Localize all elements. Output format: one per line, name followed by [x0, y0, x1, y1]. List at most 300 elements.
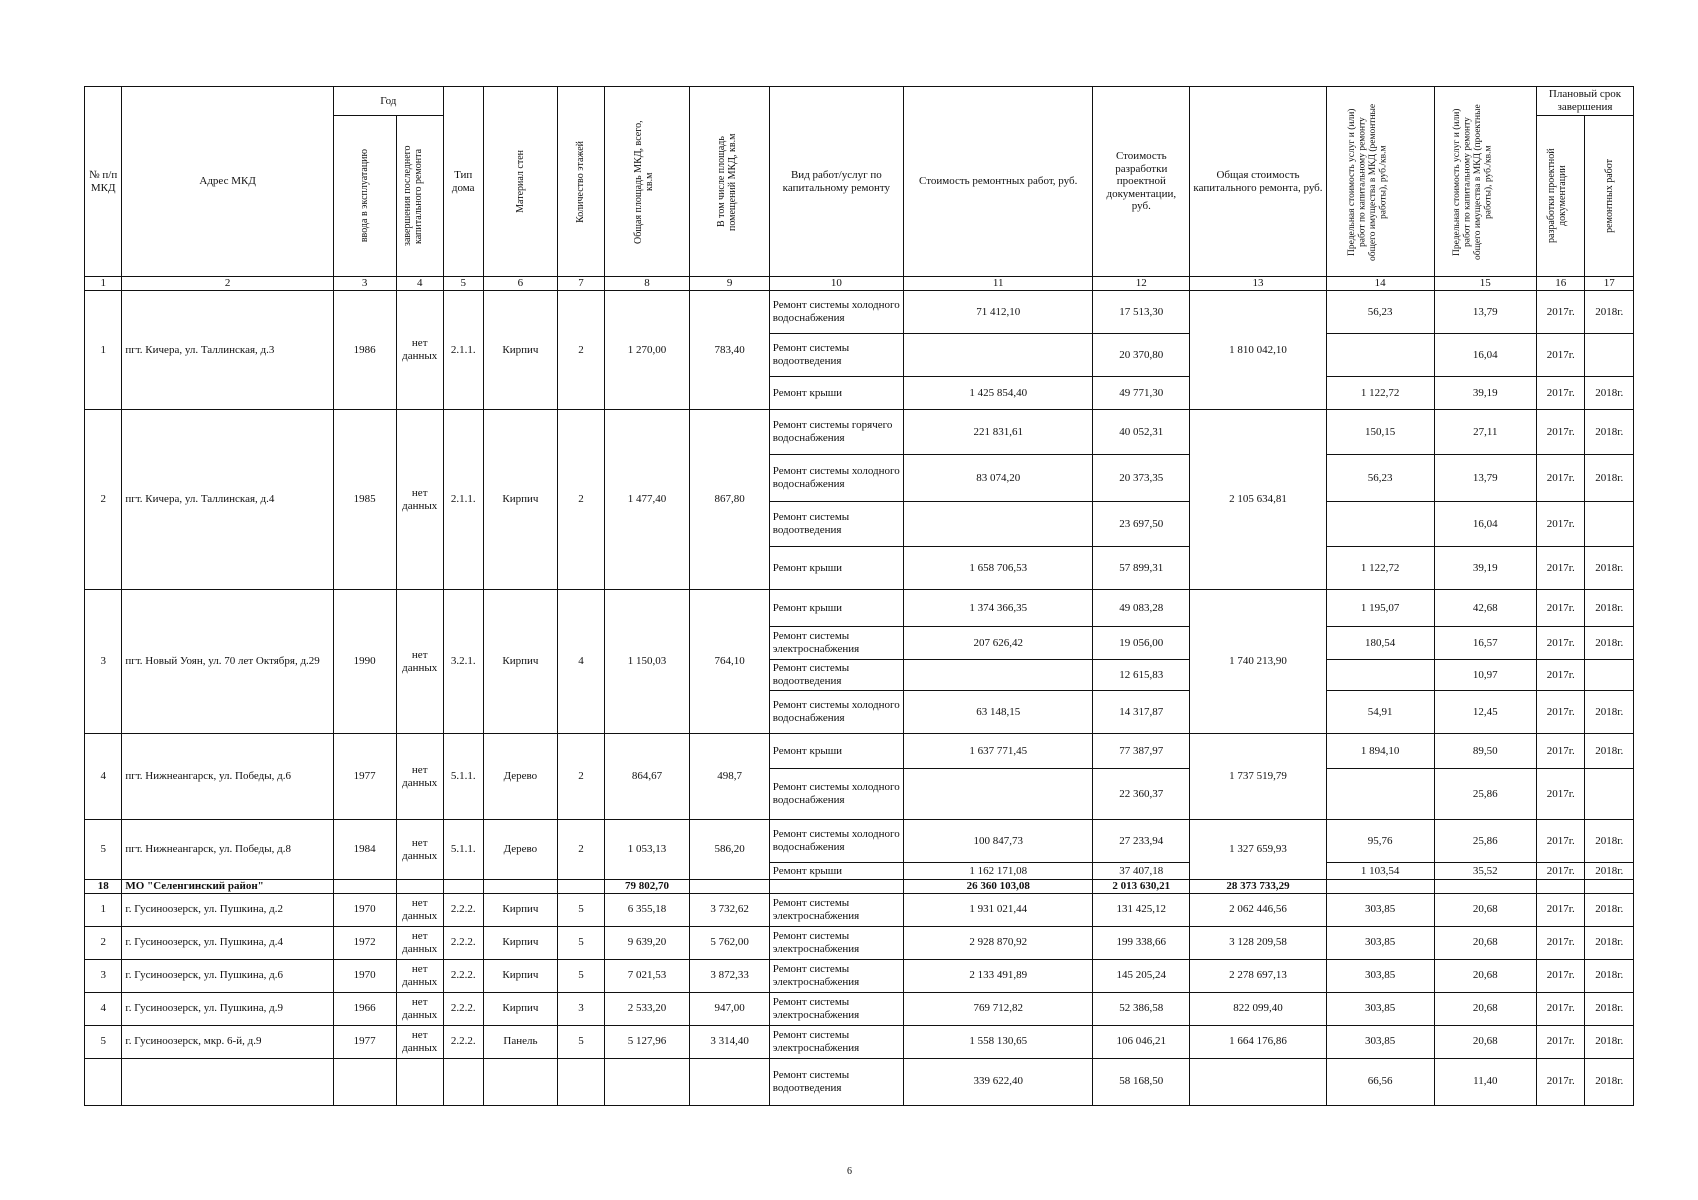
house-address: г. Гусиноозерск, ул. Пушкина, д.4 [122, 926, 333, 959]
empty-cell [558, 880, 604, 894]
total-cost: 1 737 519,79 [1190, 734, 1327, 820]
deadline-repair: 2018г. [1585, 863, 1634, 880]
deadline-repair: 2018г. [1585, 926, 1634, 959]
design-cost: 49 771,30 [1093, 377, 1190, 410]
deadline-repair: 2018г. [1585, 547, 1634, 590]
repair-cost: 1 162 171,08 [904, 863, 1093, 880]
deadline-repair: 2018г. [1585, 992, 1634, 1025]
limit-repair [1326, 769, 1434, 820]
work-type: Ремонт системы холодного водоснабжения [769, 455, 903, 502]
empty-cell [396, 880, 443, 894]
empty-cell [1326, 880, 1434, 894]
floors-count: 5 [558, 959, 604, 992]
total-area: 1 053,13 [604, 820, 690, 880]
limit-design: 11,40 [1434, 1058, 1536, 1105]
empty-cell [85, 1058, 122, 1105]
section-row [85, 880, 1634, 894]
design-cost: 20 370,80 [1093, 334, 1190, 377]
limit-design: 20,68 [1434, 893, 1536, 926]
deadline-design: 2017г. [1536, 820, 1584, 863]
column-number: 2 [122, 277, 333, 291]
year-last-repair: нет данных [396, 410, 443, 590]
repair-cost: 2 928 870,92 [904, 926, 1093, 959]
deadline-repair: 2018г. [1585, 590, 1634, 627]
limit-repair: 1 122,72 [1326, 547, 1434, 590]
work-type: Ремонт системы электроснабжения [769, 992, 903, 1025]
deadline-design: 2017г. [1536, 627, 1584, 660]
limit-repair: 303,85 [1326, 992, 1434, 1025]
limit-design: 39,19 [1434, 547, 1536, 590]
repair-cost: 339 622,40 [904, 1058, 1093, 1105]
column-number: 17 [1585, 277, 1634, 291]
deadline-repair: 2018г. [1585, 455, 1634, 502]
floors-count: 2 [558, 291, 604, 410]
year-last-repair: нет данных [396, 959, 443, 992]
deadline-design: 2017г. [1536, 547, 1584, 590]
deadline-design: 2017г. [1536, 863, 1584, 880]
work-type: Ремонт системы электроснабжения [769, 893, 903, 926]
table-row [85, 893, 1634, 926]
house-address: пгт. Кичера, ул. Таллинская, д.3 [122, 291, 333, 410]
deadline-repair [1585, 769, 1634, 820]
year-built: 1966 [333, 992, 396, 1025]
work-type: Ремонт крыши [769, 590, 903, 627]
section-name: МО "Селенгинский район" [122, 880, 333, 894]
repair-cost: 207 626,42 [904, 627, 1093, 660]
premises-area: 3 872,33 [690, 959, 769, 992]
deadline-repair: 2018г. [1585, 291, 1634, 334]
hdr-design-cost: Стоимость разработки проектной документации, руб. [1093, 87, 1190, 277]
work-type: Ремонт системы холодного водоснабжения [769, 769, 903, 820]
total-area: 1 270,00 [604, 291, 690, 410]
deadline-design: 2017г. [1536, 691, 1584, 734]
limit-design: 27,11 [1434, 410, 1536, 455]
premises-area: 3 732,62 [690, 893, 769, 926]
year-built: 1990 [333, 590, 396, 734]
deadline-design: 2017г. [1536, 1058, 1584, 1105]
house-type: 2.2.2. [443, 926, 483, 959]
section-total-cost: 28 373 733,29 [1190, 880, 1327, 894]
limit-design: 20,68 [1434, 1025, 1536, 1058]
wall-material: Кирпич [483, 992, 558, 1025]
limit-design: 16,04 [1434, 502, 1536, 547]
deadline-repair: 2018г. [1585, 627, 1634, 660]
deadline-design: 2017г. [1536, 992, 1584, 1025]
hdr-house-type: Тип дома [443, 87, 483, 277]
page-number: 6 [847, 1166, 852, 1177]
total-cost: 3 128 209,58 [1190, 926, 1327, 959]
year-built: 1972 [333, 926, 396, 959]
total-cost: 2 105 634,81 [1190, 410, 1327, 590]
deadline-design: 2017г. [1536, 590, 1584, 627]
year-built: 1984 [333, 820, 396, 880]
section-total-area: 79 802,70 [604, 880, 690, 894]
limit-repair: 303,85 [1326, 1025, 1434, 1058]
total-area: 7 021,53 [604, 959, 690, 992]
total-area: 9 639,20 [604, 926, 690, 959]
table-row [85, 992, 1634, 1025]
column-number: 3 [333, 277, 396, 291]
column-number: 1 [85, 277, 122, 291]
limit-repair: 1 122,72 [1326, 377, 1434, 410]
column-number: 13 [1190, 277, 1327, 291]
house-number: 1 [85, 893, 122, 926]
limit-design: 35,52 [1434, 863, 1536, 880]
hdr-year: Год [333, 87, 443, 116]
limit-design: 20,68 [1434, 992, 1536, 1025]
wall-material: Панель [483, 1025, 558, 1058]
design-cost: 37 407,18 [1093, 863, 1190, 880]
house-address: пгт. Нижнеангарск, ул. Победы, д.8 [122, 820, 333, 880]
year-last-repair: нет данных [396, 820, 443, 880]
limit-repair [1326, 502, 1434, 547]
deadline-repair: 2018г. [1585, 820, 1634, 863]
design-cost: 57 899,31 [1093, 547, 1190, 590]
empty-cell [443, 880, 483, 894]
wall-material: Кирпич [483, 590, 558, 734]
limit-repair [1326, 660, 1434, 691]
repair-cost: 1 374 366,35 [904, 590, 1093, 627]
deadline-design: 2017г. [1536, 926, 1584, 959]
limit-design: 13,79 [1434, 455, 1536, 502]
design-cost: 27 233,94 [1093, 820, 1190, 863]
design-cost: 20 373,35 [1093, 455, 1190, 502]
year-last-repair: нет данных [396, 992, 443, 1025]
house-type: 2.1.1. [443, 291, 483, 410]
limit-repair: 1 103,54 [1326, 863, 1434, 880]
wall-material: Кирпич [483, 959, 558, 992]
deadline-design: 2017г. [1536, 893, 1584, 926]
repair-cost: 63 148,15 [904, 691, 1093, 734]
design-cost: 145 205,24 [1093, 959, 1190, 992]
work-type: Ремонт крыши [769, 734, 903, 769]
deadline-repair: 2018г. [1585, 691, 1634, 734]
hdr-limit-repair: Предельная стоимость услуг и (или) работ по капитальному ремонту общего имущества в МКД (ремонтные работы), руб./кв.м [1326, 87, 1434, 277]
house-number: 5 [85, 1025, 122, 1058]
premises-area: 586,20 [690, 820, 769, 880]
repair-cost: 769 712,82 [904, 992, 1093, 1025]
year-last-repair: нет данных [396, 926, 443, 959]
column-number: 8 [604, 277, 690, 291]
total-cost: 1 740 213,90 [1190, 590, 1327, 734]
column-number-row [85, 277, 1634, 291]
table-row [85, 734, 1634, 769]
hdr-wall-material: Материал стен [483, 87, 558, 277]
house-address: пгт. Кичера, ул. Таллинская, д.4 [122, 410, 333, 590]
work-type: Ремонт крыши [769, 863, 903, 880]
table-row [85, 926, 1634, 959]
design-cost: 58 168,50 [1093, 1058, 1190, 1105]
section-design-cost: 2 013 630,21 [1093, 880, 1190, 894]
house-number: 3 [85, 590, 122, 734]
repair-cost: 1 658 706,53 [904, 547, 1093, 590]
empty-cell [1536, 880, 1584, 894]
deadline-repair: 2018г. [1585, 1025, 1634, 1058]
wall-material: Дерево [483, 734, 558, 820]
repair-cost [904, 334, 1093, 377]
repair-cost: 71 412,10 [904, 291, 1093, 334]
limit-repair: 150,15 [1326, 410, 1434, 455]
repair-cost [904, 660, 1093, 691]
column-number: 9 [690, 277, 769, 291]
limit-design: 89,50 [1434, 734, 1536, 769]
house-address: пгт. Нижнеангарск, ул. Победы, д.6 [122, 734, 333, 820]
column-number: 11 [904, 277, 1093, 291]
total-cost: 1 664 176,86 [1190, 1025, 1327, 1058]
table-row [85, 1025, 1634, 1058]
work-type: Ремонт системы электроснабжения [769, 926, 903, 959]
empty-cell [558, 1058, 604, 1105]
limit-design: 25,86 [1434, 820, 1536, 863]
limit-repair: 66,56 [1326, 1058, 1434, 1105]
house-number: 2 [85, 926, 122, 959]
repair-cost: 100 847,73 [904, 820, 1093, 863]
limit-design: 20,68 [1434, 926, 1536, 959]
deadline-design: 2017г. [1536, 410, 1584, 455]
deadline-repair [1585, 502, 1634, 547]
empty-cell [122, 1058, 333, 1105]
floors-count: 2 [558, 820, 604, 880]
limit-repair: 54,91 [1326, 691, 1434, 734]
deadline-repair: 2018г. [1585, 734, 1634, 769]
premises-area: 5 762,00 [690, 926, 769, 959]
total-cost: 2 278 697,13 [1190, 959, 1327, 992]
deadline-repair: 2018г. [1585, 377, 1634, 410]
house-address: пгт. Новый Уоян, ул. 70 лет Октября, д.29 [122, 590, 333, 734]
hdr-limit-design: Предельная стоимость услуг и (или) работ по капитальному ремонту общего имущества в МКД (проектные работы), руб./кв.м [1434, 87, 1536, 277]
empty-cell [396, 1058, 443, 1105]
deadline-design: 2017г. [1536, 502, 1584, 547]
limit-design: 13,79 [1434, 291, 1536, 334]
house-address: г. Гусиноозерск, ул. Пушкина, д.9 [122, 992, 333, 1025]
design-cost: 19 056,00 [1093, 627, 1190, 660]
total-area: 2 533,20 [604, 992, 690, 1025]
section-number: 18 [85, 880, 122, 894]
design-cost: 199 338,66 [1093, 926, 1190, 959]
house-type: 2.2.2. [443, 1025, 483, 1058]
limit-repair: 1 195,07 [1326, 590, 1434, 627]
house-number: 4 [85, 992, 122, 1025]
empty-cell [443, 1058, 483, 1105]
deadline-repair: 2018г. [1585, 893, 1634, 926]
repair-cost: 1 637 771,45 [904, 734, 1093, 769]
year-built: 1970 [333, 893, 396, 926]
limit-repair: 56,23 [1326, 455, 1434, 502]
empty-cell [483, 1058, 558, 1105]
floors-count: 2 [558, 410, 604, 590]
design-cost: 40 052,31 [1093, 410, 1190, 455]
hdr-deadline-design: разработки проектной документации [1536, 116, 1584, 277]
limit-design: 39,19 [1434, 377, 1536, 410]
total-cost: 1 810 042,10 [1190, 291, 1327, 410]
floors-count: 5 [558, 893, 604, 926]
premises-area: 867,80 [690, 410, 769, 590]
wall-material: Дерево [483, 820, 558, 880]
repair-cost: 1 558 130,65 [904, 1025, 1093, 1058]
hdr-year-built: ввода в эксплуатацию [333, 116, 396, 277]
limit-repair: 56,23 [1326, 291, 1434, 334]
empty-cell [769, 880, 903, 894]
column-number: 10 [769, 277, 903, 291]
premises-area: 947,00 [690, 992, 769, 1025]
design-cost: 12 615,83 [1093, 660, 1190, 691]
repair-plan-sheet [84, 86, 1634, 1106]
work-type: Ремонт системы электроснабжения [769, 627, 903, 660]
total-area: 5 127,96 [604, 1025, 690, 1058]
house-address: г. Гусиноозерск, ул. Пушкина, д.6 [122, 959, 333, 992]
hdr-floors: Количество этажей [558, 87, 604, 277]
limit-repair [1326, 334, 1434, 377]
table-row [85, 1058, 1634, 1105]
design-cost: 49 083,28 [1093, 590, 1190, 627]
work-type: Ремонт системы водоотведения [769, 334, 903, 377]
deadline-design: 2017г. [1536, 769, 1584, 820]
hdr-address: Адрес МКД [122, 87, 333, 277]
house-type: 5.1.1. [443, 820, 483, 880]
limit-repair: 180,54 [1326, 627, 1434, 660]
year-built: 1985 [333, 410, 396, 590]
year-built: 1986 [333, 291, 396, 410]
work-type: Ремонт системы холодного водоснабжения [769, 691, 903, 734]
limit-design: 10,97 [1434, 660, 1536, 691]
deadline-design: 2017г. [1536, 291, 1584, 334]
empty-cell [483, 880, 558, 894]
limit-repair: 303,85 [1326, 893, 1434, 926]
section-repair-cost: 26 360 103,08 [904, 880, 1093, 894]
year-built: 1977 [333, 1025, 396, 1058]
hdr-deadline: Плановый срок завершения [1536, 87, 1633, 116]
deadline-design: 2017г. [1536, 660, 1584, 691]
total-area: 1 150,03 [604, 590, 690, 734]
table-row [85, 820, 1634, 863]
table-row [85, 410, 1634, 455]
table-row [85, 959, 1634, 992]
house-type: 2.2.2. [443, 992, 483, 1025]
deadline-repair: 2018г. [1585, 410, 1634, 455]
hdr-no: № п/п МКД [85, 87, 122, 277]
repair-cost [904, 502, 1093, 547]
wall-material: Кирпич [483, 926, 558, 959]
hdr-year-last-repair: завершения последнего капитального ремонта [396, 116, 443, 277]
wall-material: Кирпич [483, 893, 558, 926]
house-number: 3 [85, 959, 122, 992]
year-last-repair: нет данных [396, 291, 443, 410]
column-number: 4 [396, 277, 443, 291]
deadline-repair: 2018г. [1585, 959, 1634, 992]
work-type: Ремонт системы водоотведения [769, 502, 903, 547]
house-type: 2.2.2. [443, 893, 483, 926]
year-built: 1970 [333, 959, 396, 992]
year-last-repair: нет данных [396, 893, 443, 926]
repair-cost: 2 133 491,89 [904, 959, 1093, 992]
hdr-repair-cost: Стоимость ремонтных работ, руб. [904, 87, 1093, 277]
floors-count: 3 [558, 992, 604, 1025]
column-number: 15 [1434, 277, 1536, 291]
design-cost: 22 360,37 [1093, 769, 1190, 820]
column-number: 16 [1536, 277, 1584, 291]
deadline-design: 2017г. [1536, 1025, 1584, 1058]
work-type: Ремонт системы электроснабжения [769, 959, 903, 992]
floors-count: 2 [558, 734, 604, 820]
column-number: 14 [1326, 277, 1434, 291]
empty-cell [690, 880, 769, 894]
limit-design: 16,04 [1434, 334, 1536, 377]
premises-area: 3 314,40 [690, 1025, 769, 1058]
limit-design: 42,68 [1434, 590, 1536, 627]
design-cost: 52 386,58 [1093, 992, 1190, 1025]
deadline-repair: 2018г. [1585, 1058, 1634, 1105]
work-type: Ремонт системы электроснабжения [769, 1025, 903, 1058]
column-number: 7 [558, 277, 604, 291]
empty-cell [1190, 1058, 1327, 1105]
deadline-design: 2017г. [1536, 455, 1584, 502]
empty-cell [690, 1058, 769, 1105]
limit-design: 16,57 [1434, 627, 1536, 660]
premises-area: 764,10 [690, 590, 769, 734]
house-number: 1 [85, 291, 122, 410]
deadline-design: 2017г. [1536, 334, 1584, 377]
year-last-repair: нет данных [396, 1025, 443, 1058]
limit-design: 20,68 [1434, 959, 1536, 992]
design-cost: 23 697,50 [1093, 502, 1190, 547]
wall-material: Кирпич [483, 291, 558, 410]
table-row [85, 291, 1634, 334]
hdr-total-cost: Общая стоимость капитального ремонта, руб. [1190, 87, 1327, 277]
year-built: 1977 [333, 734, 396, 820]
wall-material: Кирпич [483, 410, 558, 590]
repair-cost: 1 425 854,40 [904, 377, 1093, 410]
hdr-deadline-repair: ремонтных работ [1585, 116, 1634, 277]
repair-cost: 221 831,61 [904, 410, 1093, 455]
total-area: 1 477,40 [604, 410, 690, 590]
repair-cost: 1 931 021,44 [904, 893, 1093, 926]
deadline-design: 2017г. [1536, 377, 1584, 410]
work-type: Ремонт системы водоотведения [769, 1058, 903, 1105]
house-type: 2.2.2. [443, 959, 483, 992]
work-type: Ремонт крыши [769, 547, 903, 590]
repair-cost: 83 074,20 [904, 455, 1093, 502]
limit-design: 12,45 [1434, 691, 1536, 734]
design-cost: 14 317,87 [1093, 691, 1190, 734]
limit-repair: 303,85 [1326, 959, 1434, 992]
total-cost: 1 327 659,93 [1190, 820, 1327, 880]
house-address: г. Гусиноозерск, мкр. 6-й, д.9 [122, 1025, 333, 1058]
column-number: 5 [443, 277, 483, 291]
hdr-work-type: Вид работ/услуг по капитальному ремонту [769, 87, 903, 277]
limit-repair: 303,85 [1326, 926, 1434, 959]
column-number: 12 [1093, 277, 1190, 291]
premises-area: 783,40 [690, 291, 769, 410]
deadline-design: 2017г. [1536, 734, 1584, 769]
repair-plan-table [84, 86, 1634, 1106]
house-number: 5 [85, 820, 122, 880]
limit-design: 25,86 [1434, 769, 1536, 820]
work-type: Ремонт крыши [769, 377, 903, 410]
empty-cell [333, 1058, 396, 1105]
deadline-design: 2017г. [1536, 959, 1584, 992]
premises-area: 498,7 [690, 734, 769, 820]
design-cost: 131 425,12 [1093, 893, 1190, 926]
empty-cell [604, 1058, 690, 1105]
empty-cell [333, 880, 396, 894]
total-cost: 2 062 446,56 [1190, 893, 1327, 926]
hdr-total-area: Общая площадь МКД, всего, кв.м [604, 87, 690, 277]
total-cost: 822 099,40 [1190, 992, 1327, 1025]
floors-count: 5 [558, 1025, 604, 1058]
empty-cell [1434, 880, 1536, 894]
house-type: 5.1.1. [443, 734, 483, 820]
work-type: Ремонт системы водоотведения [769, 660, 903, 691]
